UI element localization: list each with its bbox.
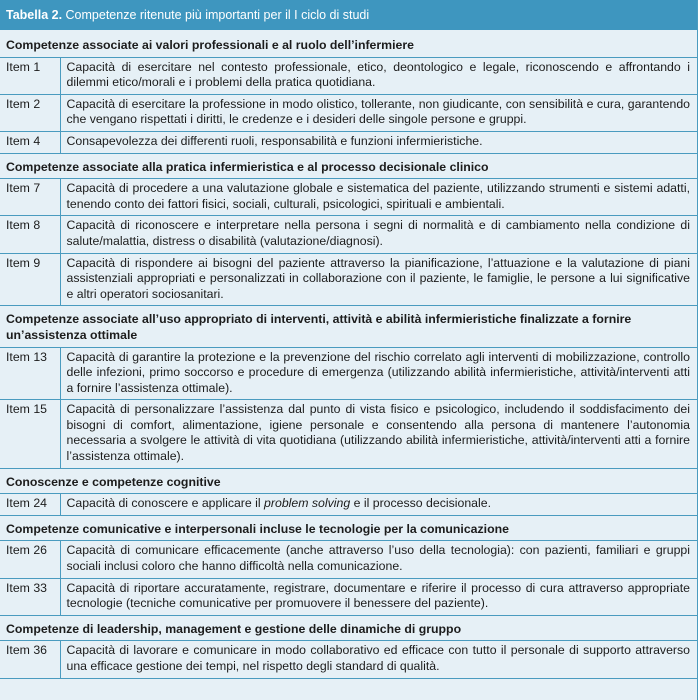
item-label: Item 33 xyxy=(0,578,60,615)
item-text-before: Capacità di conoscere e applicare il xyxy=(66,496,265,511)
item-description: Capacità di personalizzare l’assistenza dal punto di vista fisico e psicologico, includendo il soddisfacimento dei bisogni di comfort, alimentazione, igiene personale e consentendo alla persona di mantenere l’autonomia necessaria a svolgere le attività di vita quotidiana (utilizzando abilità infermieristiche, attività/interventi atti a fornire l’assistenza ottimale). xyxy=(60,400,698,468)
item-label: Item 9 xyxy=(0,253,60,306)
item-description: Capacità di lavorare e comunicare in modo collaborativo ed efficace con tutto il personale di supporto attraverso una efficace gestione dei tempi, nel rispetto degli standard di qualità. xyxy=(60,641,698,678)
table-row xyxy=(0,216,698,253)
table-row xyxy=(0,347,698,400)
section-heading: Competenze comunicative e interpersonali incluse le tecnologie per la comunicazione xyxy=(0,515,698,541)
table-row xyxy=(0,541,698,578)
item-description: Capacità di riconoscere e interpretare nella persona i segni di normalità e di cambiamento nella condizione di salute/malattia, distress o disabilità (valutazione/diagnosi). xyxy=(60,216,698,253)
item-label: Item 8 xyxy=(0,216,60,253)
item-description: Capacità di rispondere ai bisogni del paziente attraverso la pianificazione, l’attuazione e la valutazione di piani assistenziali appropriati e personalizzati in collaborazione con il paziente, le famiglie, le persone a lui significative e altri operatori sociosanitari. xyxy=(60,253,698,306)
item-text-emphasis: problem solving xyxy=(264,496,351,511)
item-label: Item 1 xyxy=(0,57,60,94)
table-row xyxy=(0,494,698,516)
section-heading: Conoscenze e competenze cognitive xyxy=(0,468,698,494)
item-description: Capacità di esercitare la professione in modo olistico, tollerante, non giudicante, con sensibilità e cura, garantendo che vengano rispettati i diritti, le credenze e i desideri delle singole persone e gruppi. xyxy=(60,94,698,131)
item-description: Capacità di comunicare efficacemente (anche attraverso l’uso della tecnologia): con pazienti, familiari e gruppi sociali inclusi coloro che hanno difficoltà nella comunicazione. xyxy=(60,541,698,578)
item-label: Item 15 xyxy=(0,400,60,468)
table-row xyxy=(0,94,698,131)
section-heading-row xyxy=(0,515,698,541)
item-label: Item 13 xyxy=(0,347,60,400)
item-label: Item 26 xyxy=(0,541,60,578)
section-heading-row xyxy=(0,32,698,57)
table-row xyxy=(0,641,698,678)
table-row xyxy=(0,400,698,468)
item-label: Item 7 xyxy=(0,179,60,216)
table-row xyxy=(0,57,698,94)
section-heading: Competenze associate alla pratica infermieristica e al processo decisionale clinico xyxy=(0,153,698,179)
table-title xyxy=(0,0,697,30)
competence-table-body xyxy=(0,30,698,679)
item-description: Capacità di riportare accuratamente, registrare, documentare e riferire il processo di cura attraverso appropriate tecnologie (tecniche comunicative per promuovere il benessere del paziente). xyxy=(60,578,698,615)
item-description xyxy=(60,494,698,516)
section-heading-row xyxy=(0,468,698,494)
item-description: Capacità di procedere a una valutazione globale e sistematica del paziente, utilizzando strumenti e sistemi adatti, tenendo conto dei fattori fisici, sociali, culturali, psicologici, spirituali e ambientali. xyxy=(60,179,698,216)
table-row xyxy=(0,578,698,615)
item-description: Capacità di esercitare nel contesto professionale, etico, deontologico e legale, riconoscendo e affrontando i dilemmi etico/morali e i problemi della pratica quotidiana. xyxy=(60,57,698,94)
item-label: Item 4 xyxy=(0,131,60,153)
section-heading: Competenze di leadership, management e gestione delle dinamiche di gruppo xyxy=(0,615,698,641)
item-label: Item 2 xyxy=(0,94,60,131)
table-row xyxy=(0,131,698,153)
item-description: Consapevolezza dei differenti ruoli, responsabilità e funzioni infermieristiche. xyxy=(60,131,698,153)
item-description: Capacità di garantire la protezione e la prevenzione del rischio correlato agli interventi di mobilizzazione, controllo delle infezioni, primo soccorso e procedure di emergenza (utilizzando abilità infermieristiche, attività/interventi atti a fornire l’assistenza ottimale). xyxy=(60,347,698,400)
table-number: Tabella 2. xyxy=(6,8,63,22)
section-heading-row xyxy=(0,615,698,641)
section-heading-row xyxy=(0,153,698,179)
section-heading: Competenze associate all’uso appropriato di interventi, attività e abilità infermieristiche finalizzate a fornire un’assistenza ottimale xyxy=(0,306,698,347)
item-label: Item 24 xyxy=(0,494,60,516)
table-row xyxy=(0,179,698,216)
section-heading: Competenze associate ai valori professionali e al ruolo dell’infermiere xyxy=(0,32,698,57)
item-label: Item 36 xyxy=(0,641,60,678)
item-text-after: e il processo decisionale. xyxy=(350,496,491,511)
section-heading-row xyxy=(0,306,698,347)
table-caption: Competenze ritenute più importanti per il I ciclo di studi xyxy=(65,8,370,22)
table-row xyxy=(0,253,698,306)
